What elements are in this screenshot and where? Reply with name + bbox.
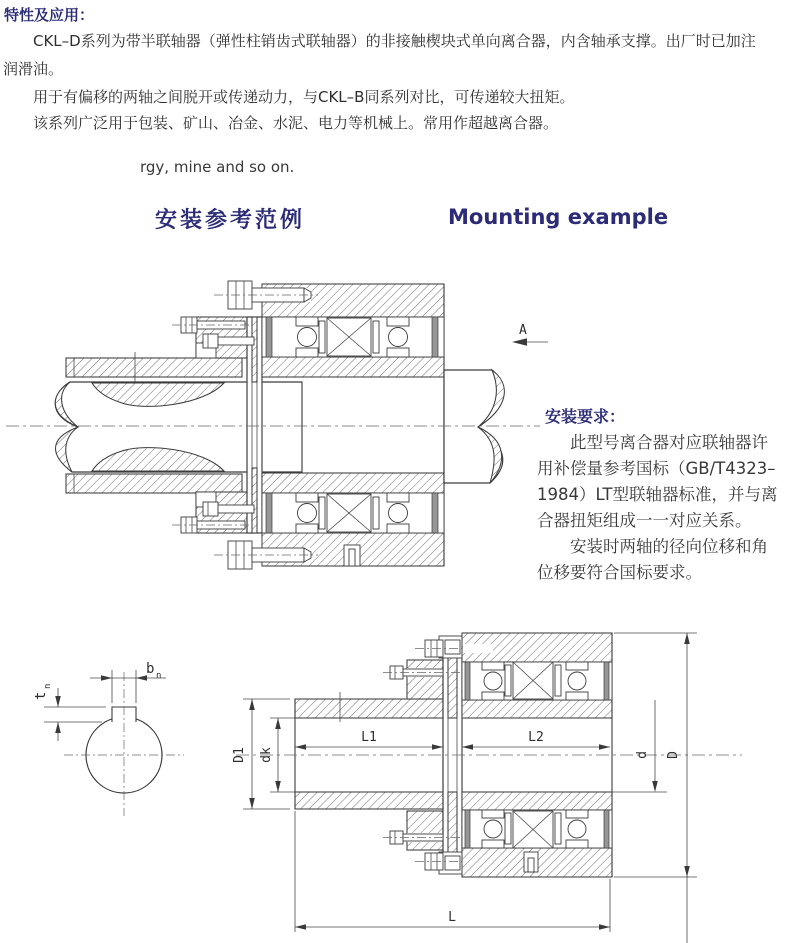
- install-line: 位移要符合国标要求。: [537, 563, 702, 582]
- svg-text:dk: dk: [259, 747, 274, 763]
- bearing-row-lower: [262, 493, 444, 533]
- english-text-fragment: rgy, mine and so on.: [140, 158, 295, 176]
- install-text-block: [537, 430, 778, 586]
- svg-text:d: d: [635, 751, 650, 759]
- features-paragraph-line: CKL–D系列为带半联轴器（弹性柱销齿式联轴器）的非接触楔块式单向离合器，内含轴承支撑。出厂时已加注: [33, 32, 756, 50]
- dim-d: [612, 700, 667, 792]
- bearing-row-lower: [462, 810, 612, 848]
- features-paragraph-line: 润滑油。: [3, 60, 64, 78]
- dimension-drawing: [0, 600, 800, 943]
- svg-text:D: D: [666, 751, 681, 759]
- install-line: 安装时两轴的径向位移和角: [570, 537, 768, 556]
- view-direction-arrow-icon: [512, 338, 527, 346]
- svg-text:D1: D1: [232, 747, 247, 763]
- svg-text:n: n: [156, 671, 162, 681]
- features-paragraph-line: 该系列广泛用于包装、矿山、冶金、水泥、电力等机械上。常用作超越离合器。: [33, 114, 559, 132]
- svg-text:b: b: [146, 661, 155, 677]
- bearing-row-upper: [462, 662, 612, 700]
- install-heading: 安装要求：: [545, 407, 626, 426]
- svg-text:t: t: [33, 691, 49, 700]
- dim-L2: [462, 730, 610, 750]
- install-line: 此型号离合器对应联轴器许: [570, 433, 768, 452]
- install-line: 合器扭矩组成一一对应关系。: [537, 511, 752, 530]
- section-title-en: Mounting example: [448, 205, 669, 229]
- install-line: 1984）LT型联轴器标准，并与离: [537, 485, 778, 504]
- install-line: 用补偿量参考国标（GB/T4323–: [537, 459, 776, 478]
- view-label: A: [519, 323, 527, 338]
- grease-fitting: [344, 545, 360, 566]
- bearing-row-upper: [262, 317, 444, 357]
- shaft-cross-section-keyway: [64, 672, 184, 816]
- right-shaft: [444, 370, 504, 483]
- section-title-zh: 安装参考范例: [155, 208, 306, 233]
- grease-fitting: [524, 852, 538, 872]
- features-paragraph-line: 用于有偏移的两轴之间脱开或传递动力，与CKL–B同系列对比，可传递较大扭矩。: [33, 88, 575, 106]
- section-view-arrow: [512, 323, 548, 346]
- dim-L1: [295, 730, 443, 750]
- features-heading: 特性及应用：: [4, 6, 95, 24]
- mounting-example-section-drawing: [0, 255, 560, 600]
- svg-text:n: n: [43, 683, 53, 689]
- svg-text:L: L: [448, 910, 456, 925]
- svg-text:L2: L2: [528, 730, 544, 745]
- svg-text:L1: L1: [361, 730, 377, 745]
- dim-bn: [90, 661, 166, 703]
